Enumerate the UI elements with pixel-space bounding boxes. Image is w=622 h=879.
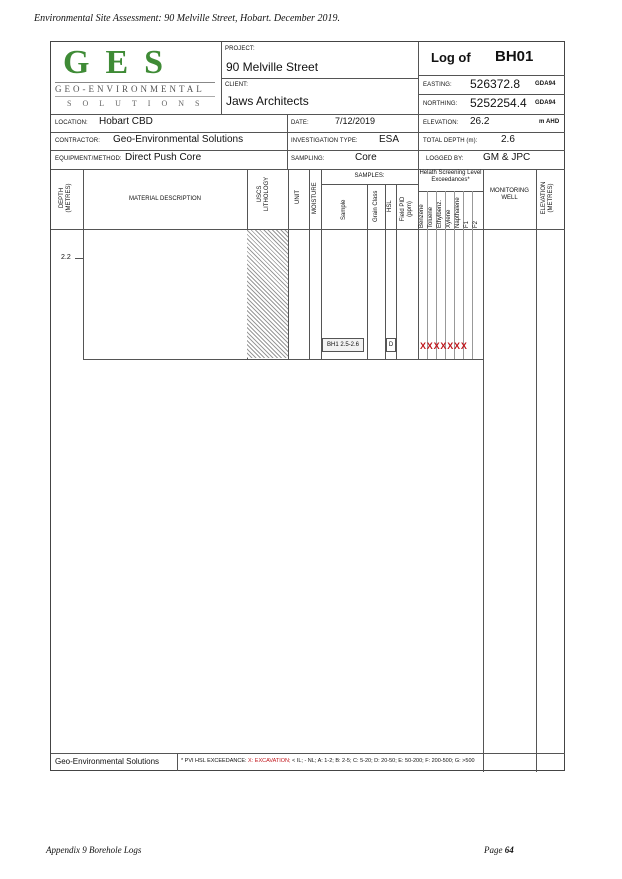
logged-by-value: GM & JPC <box>483 152 531 163</box>
moisture-header: MOISTURE <box>312 182 318 214</box>
hsl-header: HSL <box>387 200 393 212</box>
analyte-napthalene: Napthalene <box>455 197 461 228</box>
logo-line1: GEO-ENVIRONMENTAL <box>55 84 205 94</box>
analyte-benzene: Benzene <box>419 204 425 228</box>
page-number: 64 <box>504 845 514 855</box>
client-value: Jaws Architects <box>226 94 309 108</box>
exceedance-marks: XXXXXXX <box>420 341 468 351</box>
legend-prefix: * PVI HSL EXCEEDANCE: <box>181 758 249 764</box>
page-footer-left: Appendix 9 Borehole Logs <box>46 845 142 855</box>
depth-marker-label: 2.2 <box>61 254 71 261</box>
logo-rule-2 <box>55 96 215 97</box>
analyte-xylene: Xylene <box>446 209 452 228</box>
logo-line2: SOLUTIONS <box>67 99 211 108</box>
contractor-label: CONTRACTOR: <box>55 138 100 144</box>
company-logo <box>51 42 221 114</box>
total-depth-label: TOTAL DEPTH (m): <box>423 138 478 144</box>
location-value: Hobart CBD <box>99 116 153 127</box>
logged-by-label: LOGGED BY: <box>426 156 464 162</box>
field-pid-header: Field PID (ppm) <box>400 196 413 222</box>
hsl-exceedances-header: Helath Screening Level Exceedances* <box>419 170 482 183</box>
investigation-type-label: INVESTIGATION TYPE: <box>291 138 358 144</box>
elevation-unit: m AHD <box>539 119 560 125</box>
investigation-type-value: ESA <box>379 134 400 145</box>
borehole-id: BH01 <box>495 48 534 65</box>
easting-label: EASTING: <box>423 82 452 88</box>
elevation-label: ELEVATION: <box>423 120 459 126</box>
analyte-ethylbenz: Ethylbenz. <box>437 199 443 228</box>
page-label: Page <box>484 845 503 855</box>
northing-datum: GDA94 <box>535 100 556 106</box>
total-depth-value: 2.6 <box>501 134 515 145</box>
footer-company: Geo-Environmental Solutions <box>55 757 160 766</box>
hsl-code-box: D <box>386 338 396 352</box>
date-label: DATE: <box>291 120 309 126</box>
depth-column-header: DEPTH (METRES) <box>59 183 72 213</box>
sample-interval-box: BH1 2.5-2.6 <box>322 338 364 352</box>
samples-group-header: SAMPLES: <box>354 173 385 179</box>
elevation-column-header: ELEVATION (METRES) <box>541 181 554 215</box>
monitoring-well-header: MONITORING WELL <box>490 188 529 201</box>
sampling-label: SAMPLING: <box>291 156 325 162</box>
sampling-value: Core <box>355 152 377 163</box>
easting-value: 526372.8 <box>470 77 521 91</box>
material-description-header: MATERIAL DESCRIPTION <box>128 196 201 202</box>
grain-class-header: Grain Class <box>373 190 379 222</box>
uscs-lithology-header: USCS LITHOLOGY <box>257 176 270 212</box>
log-of-label: Log of <box>431 50 471 65</box>
legend-excavation: X: EXCAVATION; <box>248 758 291 764</box>
easting-datum: GDA94 <box>535 81 556 87</box>
equipment-value: Direct Push Core <box>125 152 202 163</box>
date-value: 7/12/2019 <box>335 116 376 126</box>
elevation-value: 26.2 <box>470 116 490 127</box>
client-label: CLIENT: <box>225 82 249 88</box>
location-label: LOCATION: <box>55 120 88 126</box>
logo-letters: GES <box>63 44 180 81</box>
footer-legend <box>181 758 475 764</box>
equipment-label: EQUIPMENT/METHOD: <box>55 156 122 162</box>
northing-value: 5252254.4 <box>470 96 527 110</box>
northing-label: NORTHING: <box>423 101 458 107</box>
analyte-toluene: Toluene <box>428 206 434 228</box>
sample-header: Sample <box>341 199 347 220</box>
page-footer-right <box>484 845 514 855</box>
contractor-value: Geo-Environmental Solutions <box>113 134 244 145</box>
lithology-hatch <box>247 230 288 358</box>
analyte-f2: F2 <box>473 220 479 228</box>
page-header: Environmental Site Assessment: 90 Melville Street, Hobart. December 2019. <box>34 13 340 24</box>
analyte-f1: F1 <box>464 220 470 228</box>
unit-header: UNIT <box>295 190 301 204</box>
project-label: PROJECT: <box>225 46 255 52</box>
borehole-log-sheet <box>50 41 565 771</box>
legend-rest: < IL; - NL; A: 1-2; B: 2-5; C: 5-20; D: 20-50; E: 50-200; F: 200-500; G: >500 <box>290 758 475 764</box>
project-value: 90 Melville Street <box>226 60 319 74</box>
logo-rule <box>55 82 215 83</box>
